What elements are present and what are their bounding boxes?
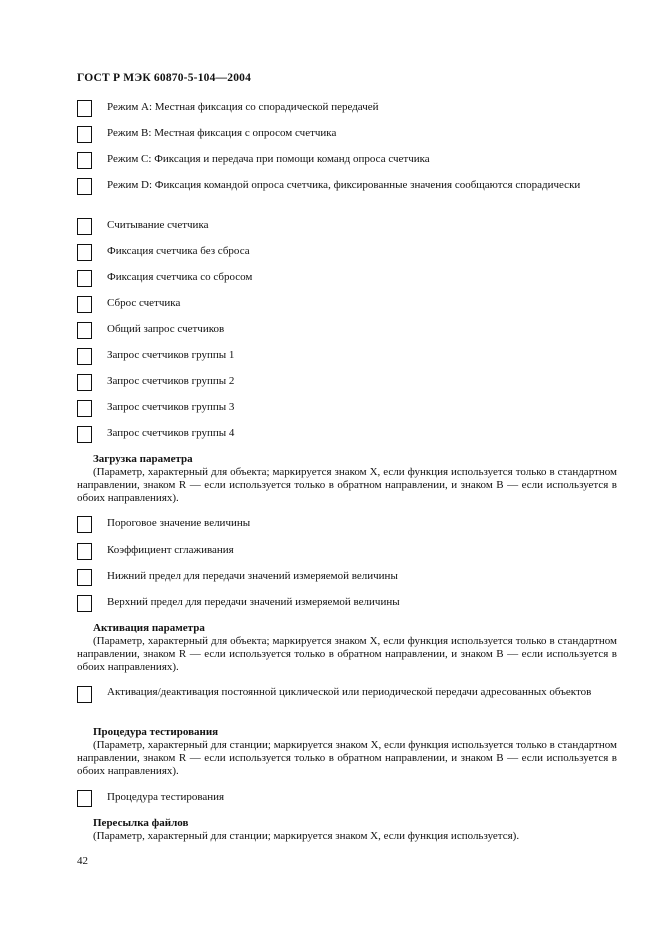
- section-parameter-load: [77, 453, 617, 505]
- checkbox[interactable]: [77, 595, 92, 612]
- option-label: Нижний предел для передачи значений измеряемой величины: [107, 570, 398, 582]
- checkbox[interactable]: [77, 296, 92, 313]
- section-description: (Параметр, характерный для объекта; маркируется знаком X, если функция используется только в стандартном направлении, знаком R — если используется только в обратном направлении, и знаком B — если используется в обоих направлениях).: [77, 635, 617, 673]
- option-label: Фиксация счетчика со сбросом: [107, 271, 253, 283]
- section-title: Активация параметра: [93, 622, 205, 634]
- page-number: 42: [77, 855, 88, 867]
- checkbox[interactable]: [77, 100, 92, 117]
- option-label: Запрос счетчиков группы 4: [107, 427, 235, 439]
- section-description: (Параметр, характерный для станции; маркируется знаком X, если функция используется).: [93, 830, 520, 842]
- checkbox[interactable]: [77, 569, 92, 586]
- section-parameter-activation: [77, 622, 617, 674]
- option-label: Запрос счетчиков группы 2: [107, 375, 235, 387]
- section-title: Пересылка файлов: [93, 817, 189, 829]
- checkbox[interactable]: [77, 790, 92, 807]
- section-file-transfer: [77, 817, 617, 843]
- option-label: Считывание счетчика: [107, 219, 209, 231]
- option-label: Режим D: Фиксация командой опроса счетчика, фиксированные значения сообщаются спорадически: [107, 179, 581, 191]
- checkbox[interactable]: [77, 426, 92, 443]
- option-label: Режим A: Местная фиксация со спорадической передачей: [107, 101, 379, 113]
- checkbox[interactable]: [77, 543, 92, 560]
- section-title: Процедура тестирования: [93, 726, 219, 738]
- option-label: Активация/деактивация постоянной циклической или периодической передачи адресованных объектов: [107, 686, 592, 698]
- option-label: Верхний предел для передачи значений измеряемой величины: [107, 596, 400, 608]
- option-label: Фиксация счетчика без сброса: [107, 245, 250, 257]
- section-description: (Параметр, характерный для станции; маркируется знаком X, если функция используется только в стандартном направлении, знаком R — если используется только в обратном направлении, и знаком B — если используется в обоих направлениях).: [77, 739, 617, 777]
- checkbox[interactable]: [77, 270, 92, 287]
- checkbox[interactable]: [77, 218, 92, 235]
- checkbox[interactable]: [77, 322, 92, 339]
- checkbox[interactable]: [77, 152, 92, 169]
- checkbox[interactable]: [77, 178, 92, 195]
- checkbox[interactable]: [77, 686, 92, 703]
- document-header: ГОСТ Р МЭК 60870-5-104—2004: [77, 72, 252, 84]
- section-description: (Параметр, характерный для объекта; маркируется знаком X, если функция используется только в стандартном направлении, знаком R — если используется только в обратном направлении, и знаком B — если используется в обоих направлениях).: [77, 466, 617, 504]
- checkbox[interactable]: [77, 374, 92, 391]
- option-label: Процедура тестирования: [107, 791, 225, 803]
- option-label: Общий запрос счетчиков: [107, 323, 225, 335]
- option-label: Пороговое значение величины: [107, 517, 251, 529]
- option-label: Запрос счетчиков группы 1: [107, 349, 235, 361]
- section-title: Загрузка параметра: [93, 453, 193, 465]
- checkbox[interactable]: [77, 126, 92, 143]
- option-label: Сброс счетчика: [107, 297, 181, 309]
- option-label: Режим C: Фиксация и передача при помощи команд опроса счетчика: [107, 153, 430, 165]
- checkbox[interactable]: [77, 516, 92, 533]
- checkbox[interactable]: [77, 244, 92, 261]
- section-test-procedure: [77, 726, 617, 778]
- checkbox[interactable]: [77, 348, 92, 365]
- checkbox[interactable]: [77, 400, 92, 417]
- option-label: Режим B: Местная фиксация с опросом счетчика: [107, 127, 337, 139]
- option-label: Запрос счетчиков группы 3: [107, 401, 235, 413]
- option-label: Коэффициент сглаживания: [107, 544, 234, 556]
